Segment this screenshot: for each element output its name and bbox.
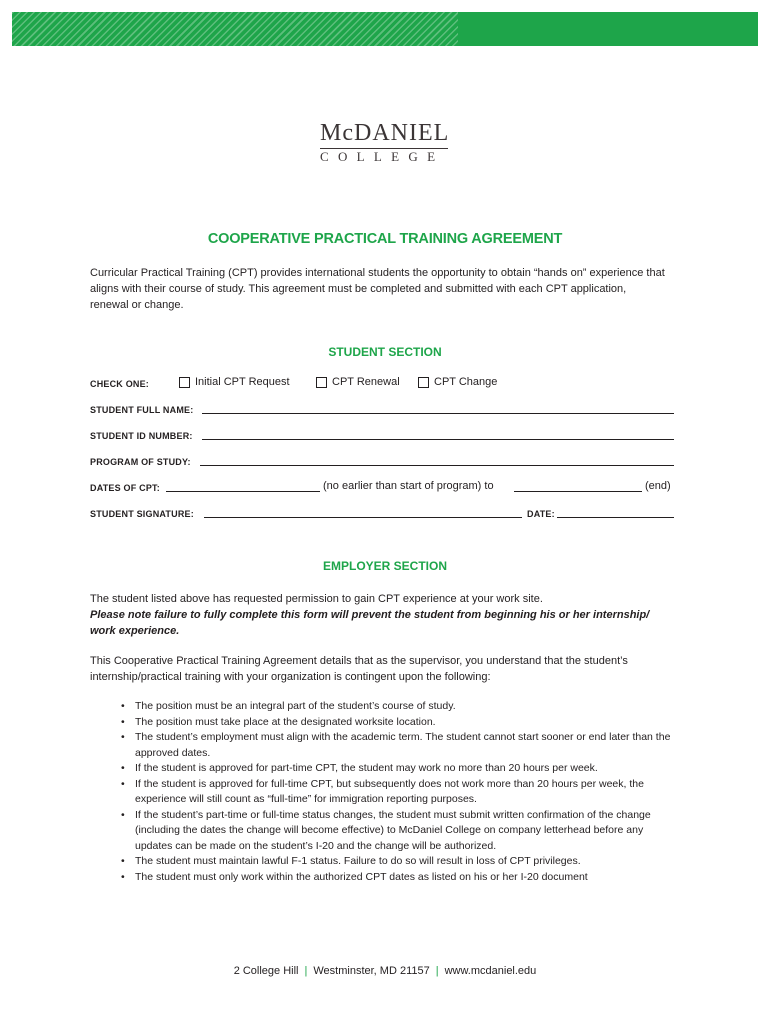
start-date-field[interactable] (166, 491, 320, 492)
header-band-solid (458, 12, 758, 46)
logo-wordmark: McDANIEL (320, 120, 450, 146)
date-label: DATE: (527, 509, 555, 519)
college-logo (320, 120, 450, 166)
header-band (12, 12, 758, 46)
list-item: • The student’s employment must align with the academic term. The student cannot start sooner or end later than the approved dates. (118, 730, 678, 761)
list-item: • The student must maintain lawful F-1 status. Failure to do so will result in loss of CPT privileges. (118, 854, 678, 870)
footer-city: Westminster, MD 21157 (313, 965, 430, 977)
employer-request-text: The student listed above has requested permission to gain CPT experience at your work site. (90, 593, 543, 605)
footer-separator: | (304, 965, 308, 977)
student-id-field[interactable] (202, 439, 674, 440)
list-item: • If the student’s part-time or full-time status changes, the student must submit written confirmation of the change (including the dates the change will become effective) to McDaniel College on company letterhead before any updates can be made on the student’s I-20 and the change will be authorized. (118, 808, 678, 855)
employer-paragraph-1 (90, 591, 670, 639)
footer-separator: | (435, 965, 439, 977)
conditions-list (118, 699, 678, 885)
checkbox-cpt-change[interactable] (418, 377, 429, 388)
list-item: • The position must take place at the designated worksite location. (118, 715, 678, 731)
option-label: CPT Renewal (332, 376, 400, 388)
employer-warning-text: Please note failure to fully complete this form will prevent the student from beginning his or her internship/ work experience. (90, 609, 650, 637)
list-item: • If the student is approved for part-time CPT, the student may work no more than 20 hours per week. (118, 761, 678, 777)
logo-subtitle: COLLEGE (320, 149, 445, 164)
checkbox-initial-cpt[interactable] (179, 377, 190, 388)
option-initial-cpt[interactable] (179, 376, 290, 388)
footer-website[interactable]: www.mcdaniel.edu (444, 965, 537, 977)
dates-end-text: (end) (645, 480, 671, 492)
footer-address: 2 College Hill (233, 965, 299, 977)
signature-field[interactable] (204, 517, 522, 518)
option-cpt-change[interactable] (418, 376, 497, 388)
program-label: PROGRAM OF STUDY: (90, 457, 191, 467)
list-item: • The student must only work within the authorized CPT dates as listed on his or her I-20 document (118, 870, 678, 886)
dates-middle-text: (no earlier than start of program) to (323, 480, 494, 492)
signature-label: STUDENT SIGNATURE: (90, 509, 194, 519)
student-id-label: STUDENT ID NUMBER: (90, 431, 193, 441)
option-cpt-renewal[interactable] (316, 376, 400, 388)
date-field[interactable] (557, 517, 674, 518)
employer-section-heading: EMPLOYER SECTION (322, 559, 447, 573)
intro-paragraph: Curricular Practical Training (CPT) provides international students the opportunity to obtain “hands on” experience that aligns with their course of study. This agreement must be completed and submitted with each CPT application, renewal or change. (90, 267, 665, 311)
option-label: Initial CPT Request (195, 376, 290, 388)
full-name-label: STUDENT FULL NAME: (90, 405, 194, 415)
program-field[interactable] (200, 465, 674, 466)
option-label: CPT Change (434, 376, 498, 388)
end-date-field[interactable] (514, 491, 642, 492)
footer (0, 965, 770, 977)
check-one-label: CHECK ONE: (90, 379, 150, 389)
list-item: • If the student is approved for full-time CPT, but subsequently does not work more than 20 hours per week, the experience will still count as “full-time” for immigration reporting purposes. (118, 777, 678, 808)
full-name-field[interactable] (202, 413, 674, 414)
list-item: • The position must be an integral part of the student’s course of study. (118, 699, 678, 715)
employer-paragraph-2: This Cooperative Practical Training Agreement details that as the supervisor, you understand that the student’s internship/practical training with your organization is contingent upon the following: (90, 655, 628, 683)
checkbox-cpt-renewal[interactable] (316, 377, 327, 388)
dates-label: DATES OF CPT: (90, 483, 160, 493)
document-title: COOPERATIVE PRACTICAL TRAINING AGREEMENT (207, 231, 563, 247)
student-section-heading: STUDENT SECTION (328, 345, 442, 359)
